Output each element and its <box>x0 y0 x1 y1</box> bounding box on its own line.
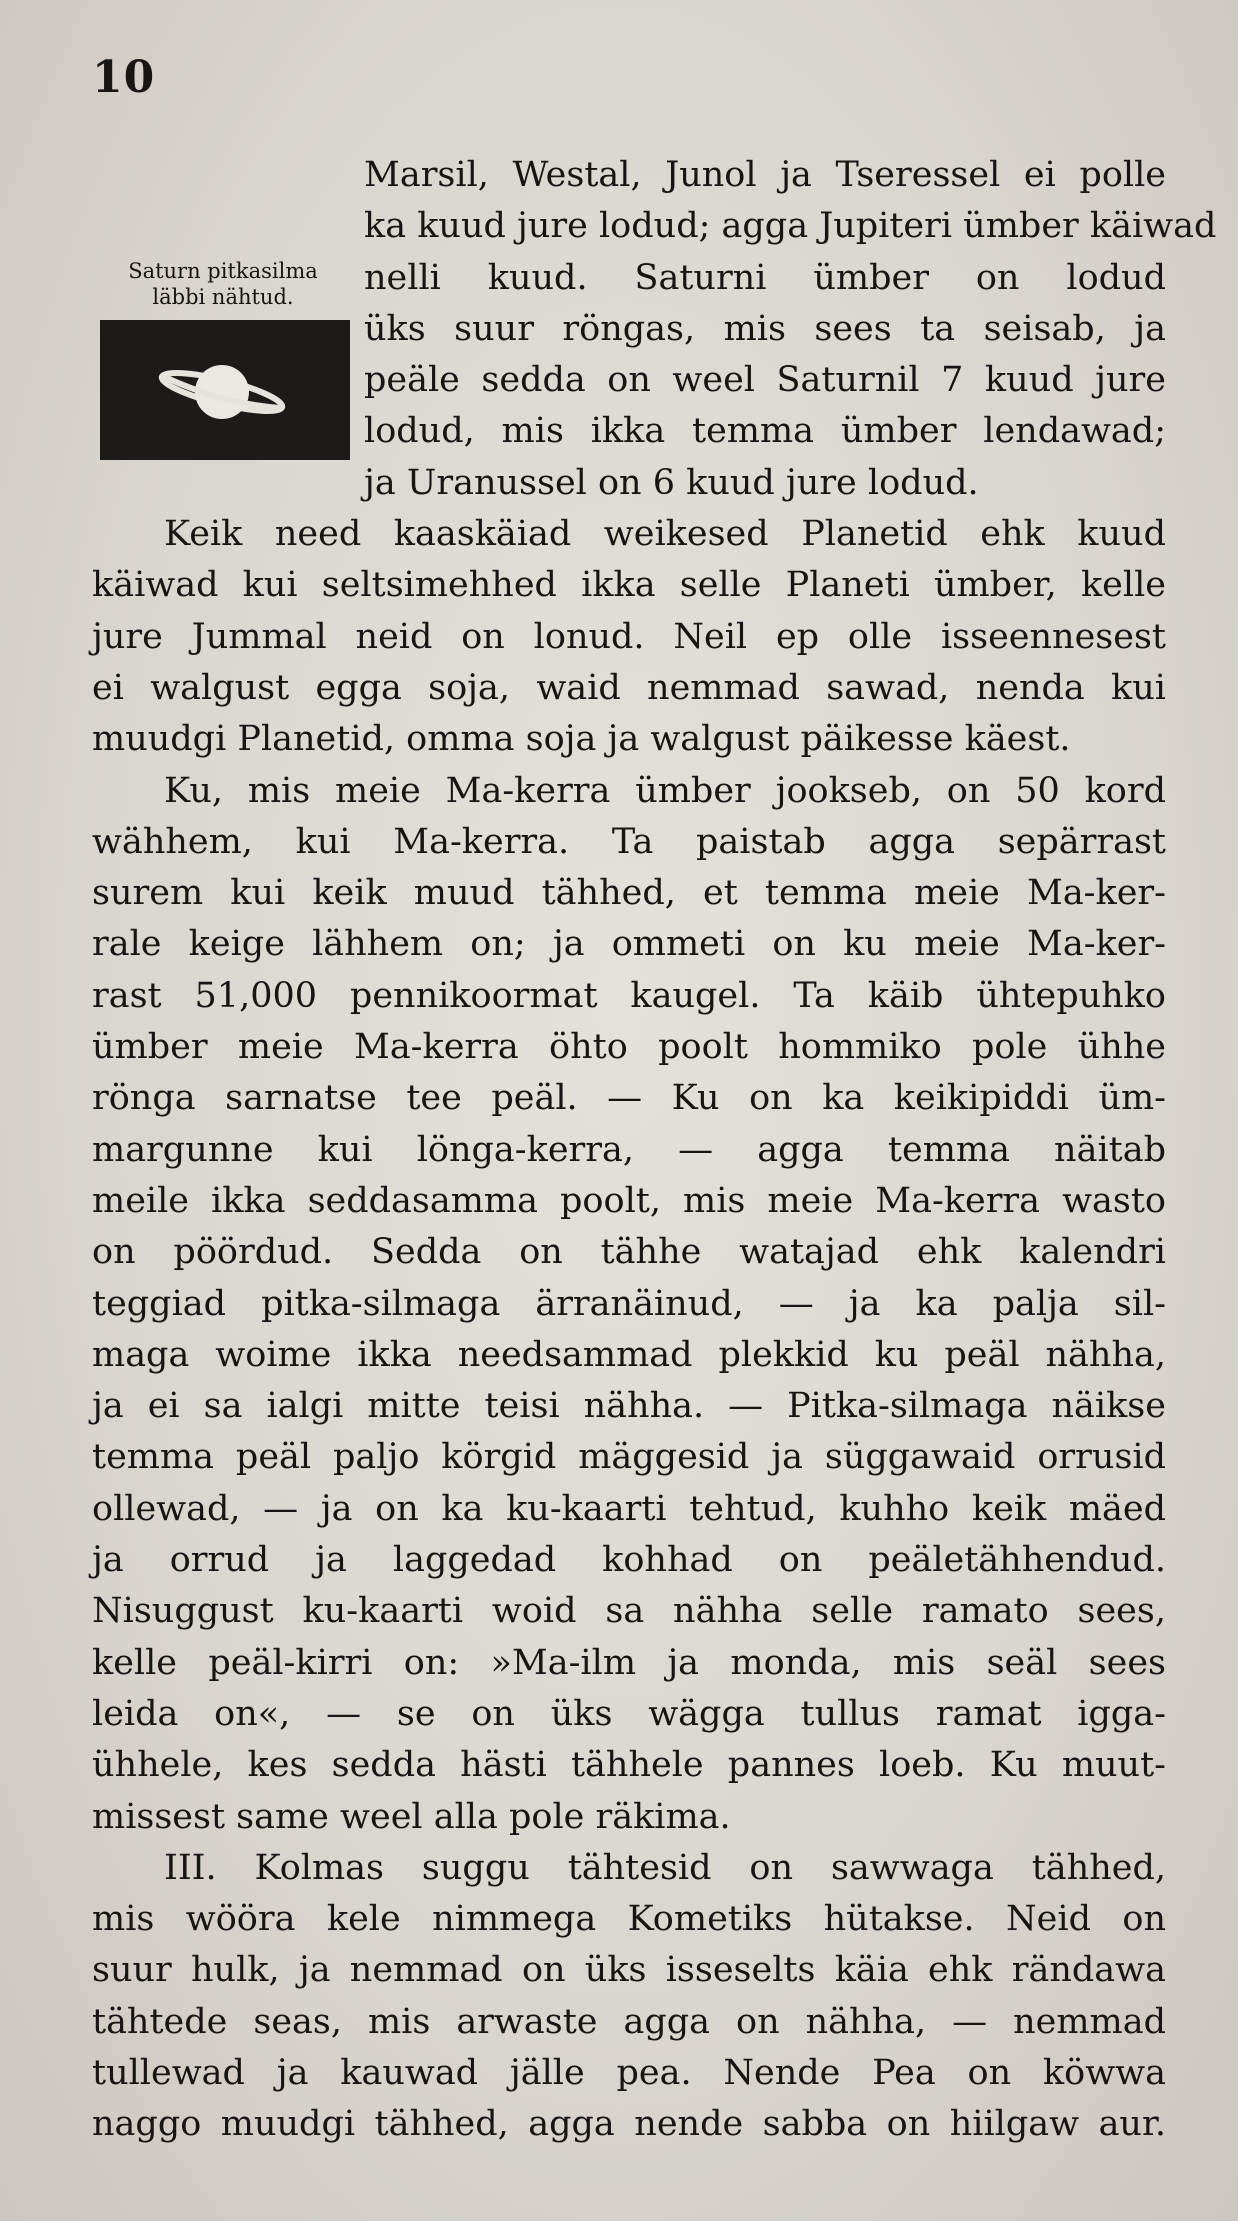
text-line: ja ei sa ialgi mitte teisi nähha. — Pitka-silmaga näikse <box>92 1386 1166 1427</box>
text-line: Marsil, Westal, Junol ja Tseressel ei polle <box>364 155 1166 195</box>
text-line: ümber meie Ma-kerra öhto poolt hommiko pole ühhe <box>92 1027 1166 1068</box>
text-line: rale keige lähhem on; ja ommeti on ku meie Ma-ker- <box>92 924 1166 965</box>
text-line: wähhem, kui Ma-kerra. Ta paistab agga sepärrast <box>92 821 1166 862</box>
text-line: on pöördud. Sedda on tähhe watajad ehk kalendri <box>92 1232 1166 1273</box>
text-line: kelle peäl-kirri on: »Ma-ilm ja monda, mis seäl sees <box>92 1642 1166 1683</box>
text-line: lodud, mis ikka temma ümber lendawad; <box>364 411 1166 452</box>
text-line: mis wööra kele nimmega Kometiks hütakse. Neid on <box>92 1899 1166 1940</box>
figure-caption-line-1: Saturn pitkasilma <box>128 259 318 283</box>
text-line: rönga sarnatse tee peäl. — Ku on ka keikipiddi üm- <box>92 1078 1166 1119</box>
body-text <box>92 150 1217 2151</box>
text-line: maga woime ikka needsammad plekkid ku peäl nähha, <box>92 1334 1166 1375</box>
saturn-illustration <box>100 320 350 460</box>
saturn-icon <box>100 320 350 460</box>
text-line: nelli kuud. Saturni ümber on lodud <box>364 257 1166 298</box>
text-line: üks suur röngas, mis sees ta seisab, ja <box>364 308 1166 349</box>
text-line: käiwad kui seltsimehhed ikka selle Planeti ümber, kelle <box>92 565 1166 606</box>
text-line: ollewad, — ja on ka ku-kaarti tehtud, kuhho keik mäed <box>92 1488 1166 1529</box>
text-line: naggo muudgi tähhed, agga nende sabba on hiilgaw aur. <box>92 2104 1166 2145</box>
text-line: Keik need kaaskäiad weikesed Planetid ehk kuud <box>164 514 1166 555</box>
text-line: ka kuud jure lodud; agga Jupiteri ümber käiwad <box>364 206 1217 247</box>
text-line: peäle sedda on weel Saturnil 7 kuud jure <box>364 360 1166 401</box>
text-line: ei walgust egga soja, waid nemmad sawad, nenda kui <box>92 667 1166 708</box>
figure-caption-line-2: läbbi nähtud. <box>152 285 294 309</box>
text-line: suur hulk, ja nemmad on üks isseselts käia ehk rändawa <box>92 1950 1166 1991</box>
text-line: Nisuggust ku-kaarti woid sa nähha selle ramato sees, <box>92 1591 1166 1632</box>
text-line: rast 51,000 pennikoormat kaugel. Ta käib ühtepuhko <box>92 975 1166 1016</box>
text-line: jure Jummal neid on lonud. Neil ep olle isseennesest <box>92 616 1166 657</box>
text-line: tähtede seas, mis arwaste agga on nähha, — nemmad <box>92 2001 1166 2042</box>
text-line: Ku, mis meie Ma-kerra ümber jookseb, on 50 kord <box>164 770 1166 811</box>
text-line: meile ikka seddasamma poolt, mis meie Ma-kerra wasto <box>92 1180 1166 1221</box>
text-line: tullewad ja kauwad jälle pea. Nende Pea on köwwa <box>92 2052 1166 2093</box>
text-line: teggiad pitka-silmaga ärranäinud, — ja ka palja sil- <box>92 1283 1166 1324</box>
figure-caption <box>88 258 358 310</box>
text-line: ühhele, kes sedda hästi tähhele pannes loeb. Ku muut- <box>92 1745 1166 1786</box>
text-line: temma peäl paljo körgid mäggesid ja süggawaid orrusid <box>92 1437 1166 1478</box>
text-line: III. Kolmas suggu tähtesid on sawwaga tähhed, <box>164 1847 1166 1888</box>
text-line: muudgi Planetid, omma soja ja walgust päikesse käest. <box>92 719 1071 760</box>
text-line: ja orrud ja laggedad kohhad on peäletähhendud. <box>92 1540 1166 1581</box>
page-number: 10 <box>92 52 156 103</box>
text-line: margunne kui lönga-kerra, — agga temma näitab <box>92 1129 1166 1170</box>
text-line: leida on«, — se on üks wägga tullus ramat igga- <box>92 1693 1166 1734</box>
text-line: missest same weel alla pole räkima. <box>92 1796 731 1837</box>
saturn-figure <box>88 258 358 460</box>
text-line: surem kui keik muud tähhed, et temma meie Ma-ker- <box>92 873 1166 914</box>
text-line: ja Uranussel on 6 kuud jure lodud. <box>364 462 979 503</box>
